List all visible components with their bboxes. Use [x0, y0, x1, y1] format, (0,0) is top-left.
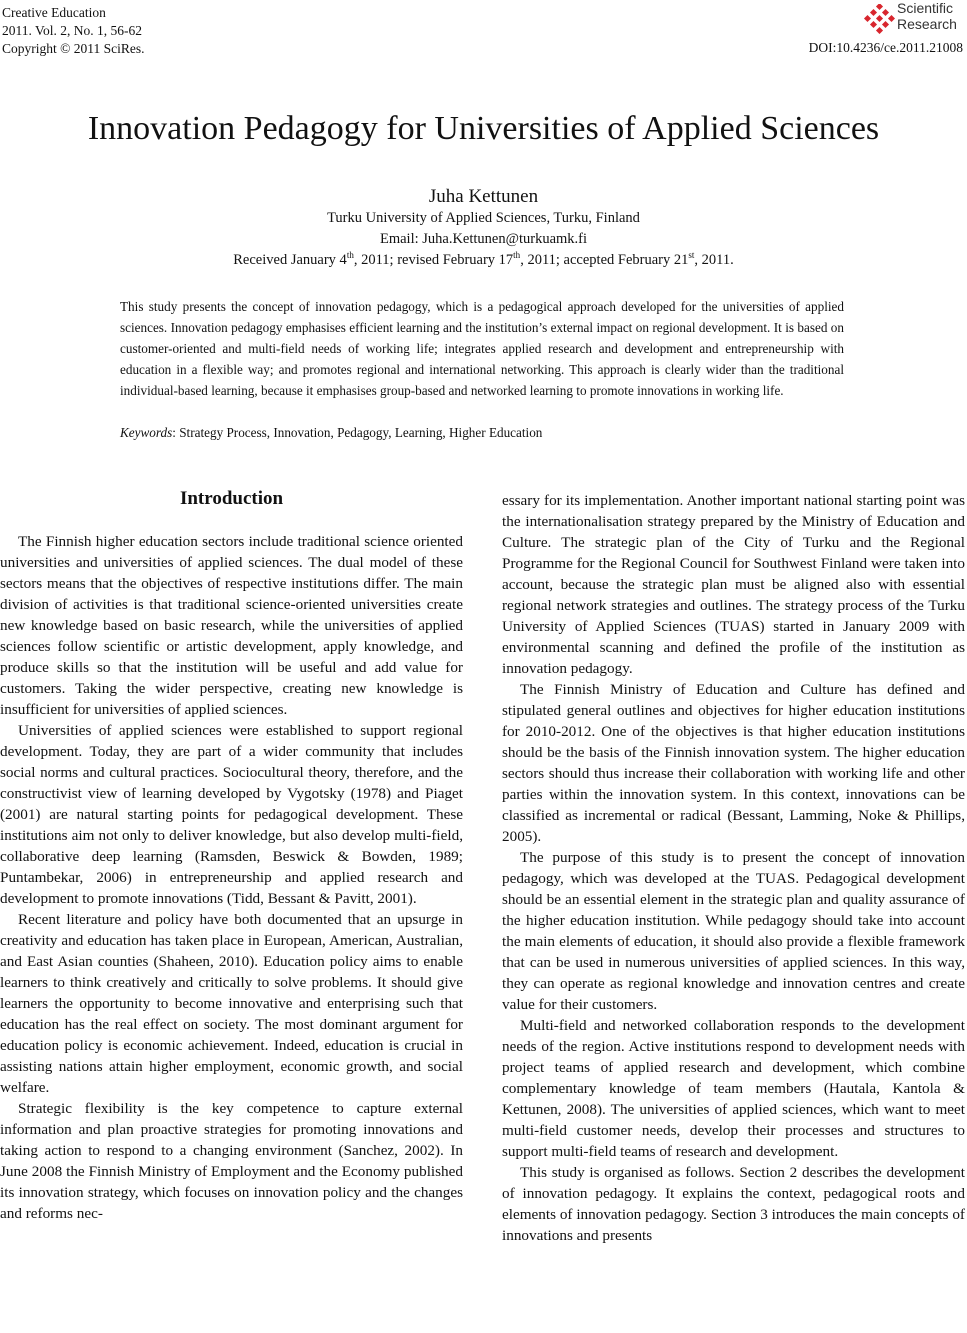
- body-paragraph: Universities of applied sciences were established to support regional development. Today, they are part of a wider community that includes social norms and cultural practices. Sociocultural theory, therefore, and the constructivist view of learning developed by Vygotsky (1978) and Piaget (2001) are natural starting points for pedagogical development. These institutions aim not only to deliver knowledge, but also develop multi-field, collaborative deep learning (Ramsden, Beswick & Bowden, 1989; Puntambekar, 2006) in entrepreneurship and applied research and development to promote innovations (Tidd, Bessant & Pavitt, 2001).: [0, 722, 463, 907]
- author-name: Juha Kettunen: [428, 186, 539, 207]
- logo-line-2: Research: [897, 16, 957, 32]
- received-dates: [0, 250, 967, 269]
- left-column: [0, 488, 463, 1224]
- affiliation: Turku University of Applied Sciences, Turku, Finland: [327, 210, 640, 226]
- logo-text: [897, 0, 957, 32]
- email[interactable]: Email: Juha.Kettunen@turkuamk.fi: [379, 231, 588, 247]
- received-sup: th: [346, 250, 354, 260]
- journal-name: Creative Education: [2, 5, 106, 20]
- paper-title: Innovation Pedagogy for Universities of Applied Sciences: [87, 110, 880, 147]
- keywords-line: [120, 425, 844, 441]
- keywords-label: Keywords: [120, 425, 173, 440]
- scientific-research-logo-icon: [863, 4, 895, 34]
- publisher-logo[interactable]: [863, 0, 961, 38]
- doi-link[interactable]: DOI:10.4236/ce.2011.21008: [808, 40, 963, 55]
- copyright-line: Copyright © 2011 SciRes.: [2, 41, 145, 56]
- body-paragraph: The Finnish Ministry of Education and Culture has defined and stipulated general outlines and objectives for higher education institutions for 2010-2012. One of the objectives is that higher education institutions should be the basis of the Finnish innovation system. The higher education sectors should thus increase their collaboration with working life and other parties within the innovation system. In this context, innovations can be classified as incremental or radical (Bessant, Lamming, Noke & Phillips, 2005).: [502, 681, 965, 845]
- body-paragraph: Recent literature and policy have both documented that an upsurge in creativity and education has taken place in European, American, Australian, and East Asian counties (Shaheen, 2010). Education policy aims to enable learners to think creatively and critically to solve problems. It should give learners the opportunity to become innovative and enterprising such that education has the real effect on society. The most dominant argument for education policy is economic achievement. Indeed, education is crucial in assisting nations attain higher employment, economic growth, and social welfare.: [0, 911, 463, 1096]
- body-paragraph: This study is organised as follows. Section 2 describes the development of innovation pedagogy. It explains the context, pedagogical roots and elements of innovation pedagogy. Section 3 introduces the main concepts of innovations and presents: [502, 1164, 965, 1244]
- body-paragraph: essary for its implementation. Another important national starting point was the internationalisation strategy prepared by the Ministry of Education and Culture. The strategic plan of the City of Turku and the Regional Programme for the Regional Council for Southwest Finland were taken into account, because the strategic plan must be aligned also with essential regional network strategies and outlines. The strategy process of the Turku University of Applied Sciences (TUAS) started in January 2009 with environmental scanning and defined the profile of the institution as innovation pedagogy.: [502, 492, 965, 677]
- body-paragraph: The Finnish higher education sectors include traditional science oriented universities and universities of applied sciences. The dual model of these sectors means that the objectives of respective institutions differ. The main division of activities is that traditional science-oriented universities create new knowledge based on basic research, while the universities of applied sciences follow scientific or artistic development, apply knowledge, and produce skills so that the institution will be useful and add value for customers. Taking the wider perspective, creating new knowledge is insufficient for universities of applied sciences.: [0, 533, 463, 718]
- journal-volume: 2011. Vol. 2, No. 1, 56-62: [2, 23, 143, 38]
- keywords-list: : Strategy Process, Innovation, Pedagogy, Learning, Higher Education: [172, 425, 543, 440]
- body-paragraph: Multi-field and networked collaboration responds to the development needs of the region. Active institutions respond to development needs with project teams of applied research and development, which combine complementary knowledge of team members (Hautala, Kantola & Kettunen, 2008). The universities of applied sciences, which want to meet multi-field customer needs, develop their processes and structures to support multi-field teams of research and development.: [502, 1017, 965, 1160]
- section-heading: Introduction: [179, 488, 284, 509]
- received-text: Received January 4: [233, 251, 347, 268]
- accepted-year: , 2011.: [694, 251, 734, 268]
- right-column: [502, 490, 965, 1246]
- accepted-sup: st: [688, 250, 695, 260]
- abstract: This study presents the concept of innovation pedagogy, which is a pedagogical approach developed for the universities of applied sciences. Innovation pedagogy emphasises efficient learning and the institution’s external impact on regional development. It is based on customer-oriented and multi-field needs of working life; integrates applied research and development and entrepreneurship with education in a flexible way; and promotes regional and international networking. This approach is clearly wider than the traditional individual-based learning, because it emphasises group-based and networked learning to promote innovations in working life.: [120, 299, 844, 398]
- body-paragraph: Strategic flexibility is the key competence to capture external information and plan proactive strategies for promoting innovations and taking action to respond to a changing environment (Sanchez, 2002). In June 2008 the Finnish Ministry of Employment and the Economy published its innovation strategy, which focuses on innovation policy and the changes and reforms nec-: [0, 1100, 463, 1222]
- accepted-text: , 2011; accepted February 21: [520, 251, 689, 268]
- logo-line-1: Scientific: [897, 0, 954, 16]
- body-paragraph: The purpose of this study is to present the concept of innovation pedagogy, which was developed at the TUAS. Pedagogical development should be an essential element in the strategic plan and quality assurance of the higher education institution. While pedagogy should take into account the main elements of education, it should also provide a flexible framework that can be used in numerous universities of applied sciences. In this way, they can operate as regional knowledge and innovation centres and create value for their customers.: [502, 849, 965, 1013]
- journal-header: [2, 4, 145, 58]
- revised-text: , 2011; revised February 17: [353, 251, 514, 268]
- revised-sup: th: [513, 250, 521, 260]
